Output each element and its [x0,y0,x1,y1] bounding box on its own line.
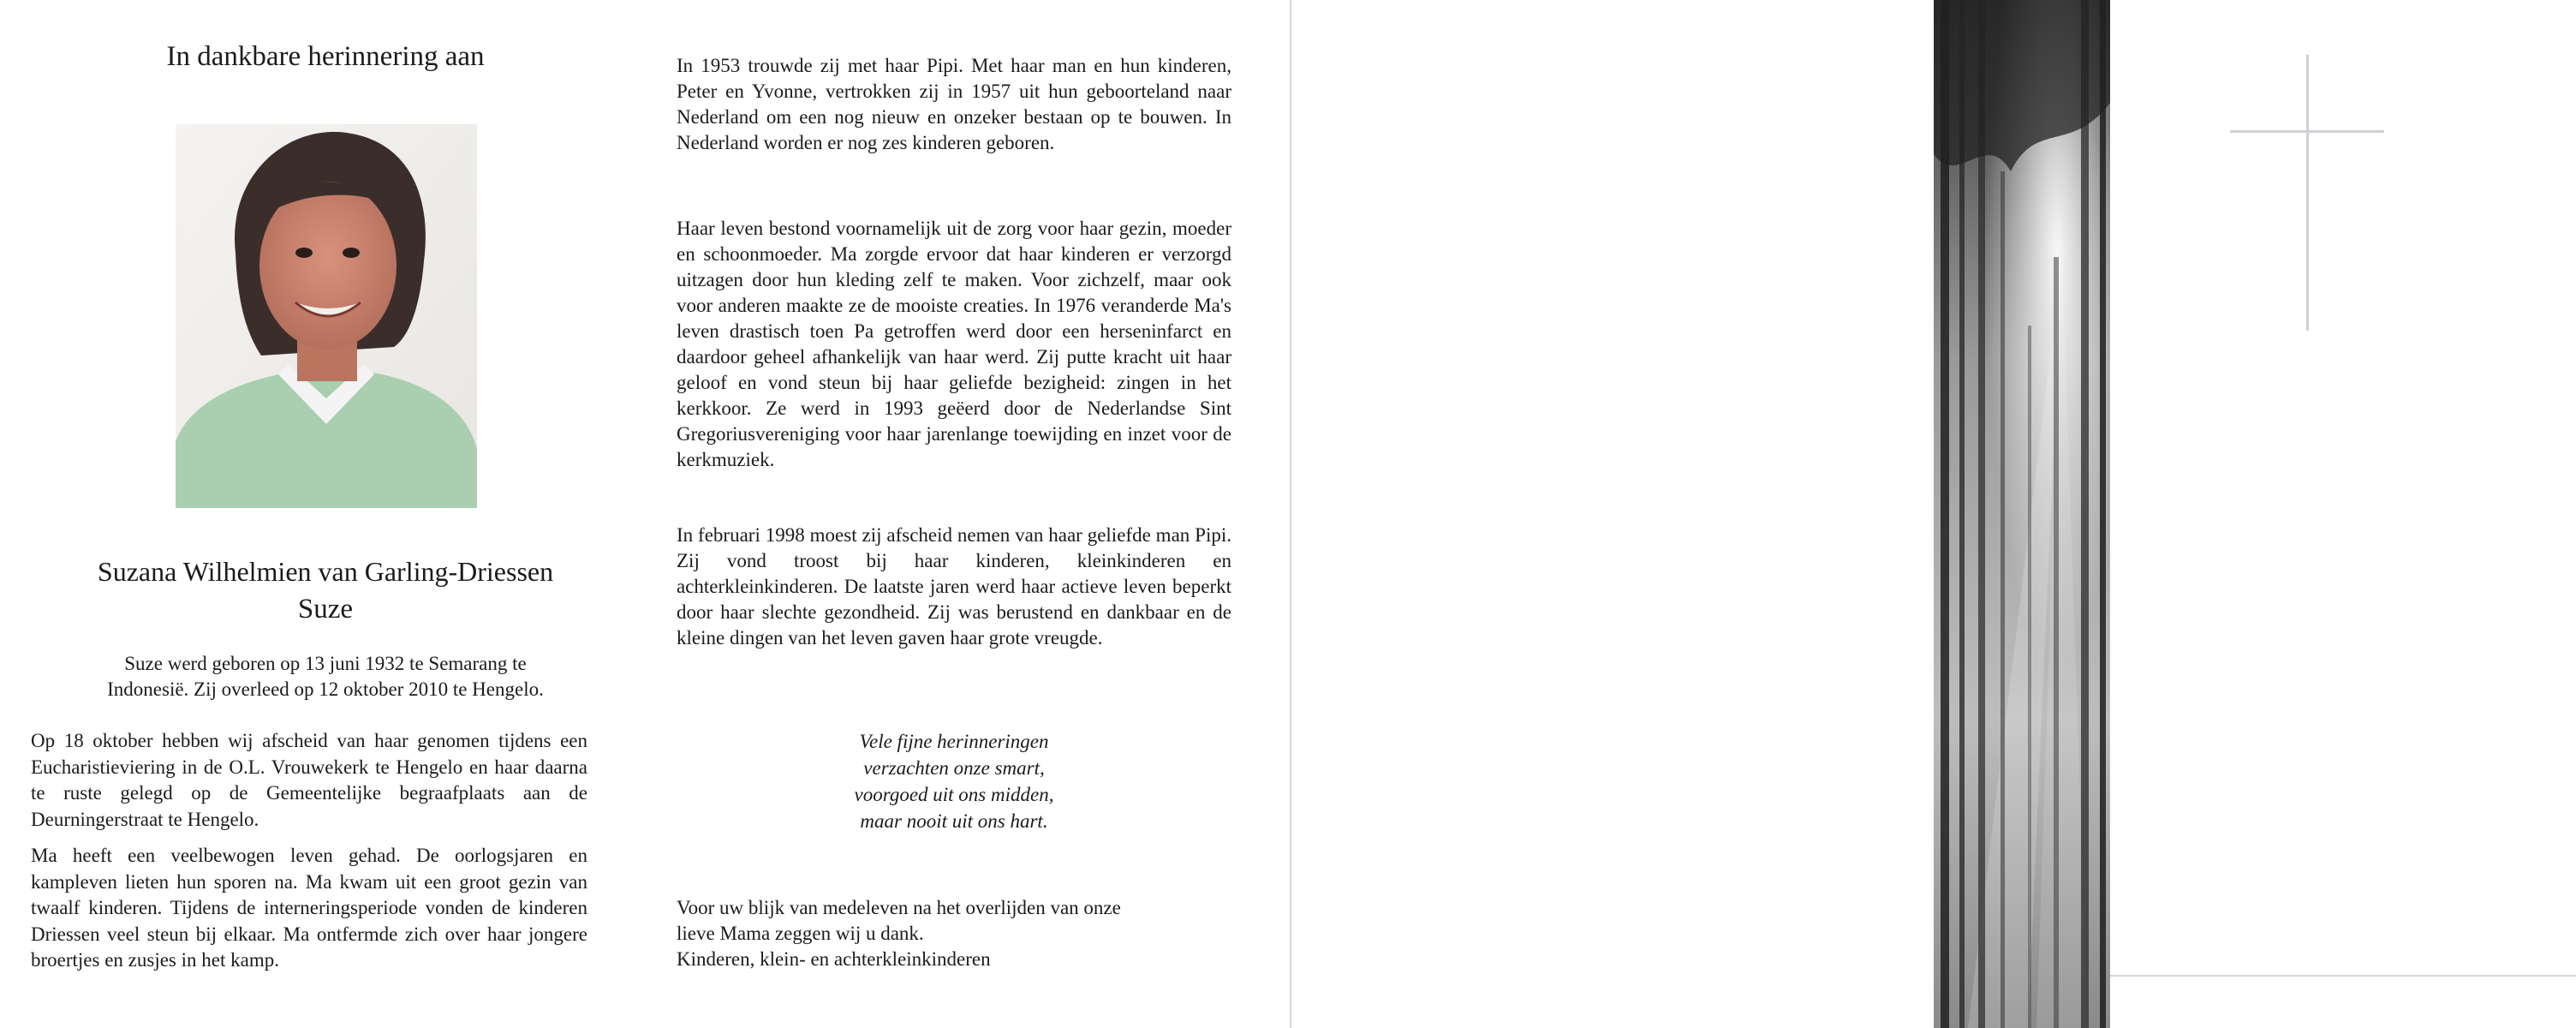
signature-line: Kinderen, klein- en achterkleinkinderen [677,948,991,970]
funeral-paragraph: Op 18 oktober hebben wij afscheid van haar genomen tijdens een Eucharistieviering in de O.L. Vrouwekerk te Hengelo en haar daarna te ruste gelegd op de Gemeentelijke begraafplaats aan de Deurningerstraat te Hengelo. [31,730,587,830]
thanks-note [677,895,1231,972]
cross-icon [2230,55,2384,331]
thanks-line: lieve Mama zeggen wij u dank. [677,923,924,944]
memorial-poem [677,728,1231,834]
cross-vertical-bar [2306,55,2309,331]
birth-line: Suze werd geboren op 13 juni 1932 te Semarang te [124,653,527,674]
portrait-photo [176,124,477,508]
marriage-paragraph: In 1953 trouwde zij met haar Pipi. Met haar man en hun kinderen, Peter en Yvonne, vertrokken zij in 1957 uit hun geboorteland naar Nederland om een nog nieuw en onzeker bestaan op te bouwen. In Nederland worden er nog zes kinderen geboren. [677,55,1231,153]
birth-death-statement [26,651,625,702]
thanks-line: Voor uw blijk van medeleven na het overlijden van onze [677,897,1121,918]
poem-line: maar nooit uit ons hart. [860,810,1048,832]
poem-line: voorgoed uit ons midden, [854,784,1054,805]
life-paragraph: Ma heeft een veelbewogen leven gehad. De oorlogsjaren en kampleven lieten hun sporen na. Ma kwam uit een groot gezin van twaalf kinderen. Tijdens de interneringsperiode vonden de kinderen Driessen veel steun bij elkaar. Ma ontfermde zich over haar jongere broertjes en zusjes in het kamp. [31,845,587,971]
back-cover-blank [1291,0,1934,1028]
forest-sunbeams-photo [1934,0,2110,1028]
memorial-heading: In dankbare herinnering aan [166,41,485,72]
death-line: Indonesië. Zij overleed op 12 oktober 2010 te Hengelo. [107,678,544,700]
deceased-name-block [0,553,651,628]
family-life-paragraph: Haar leven bestond voornamelijk uit de zorg voor haar gezin, moeder en schoonmoeder. Ma zorgde ervoor dat haar kinderen er verzorgd uitzagen door hun kleding zelf te maken. Voor zichzelf, maar ook voor anderen maakte ze de mooiste creaties. In 1976 veranderde Ma's leven drastisch toen Pa getroffen werd door een herseninfarct en daardoor geheel afhankelijk van haar werd. Zij putte kracht uit haar geloof en vond steun bij haar geliefde bezigheid: zingen in het kerkkoor. Ze werd in 1993 geëerd door de Nederlandse Sint Gregoriusvereniging voor haar jarenlange toewijding en inzet voor de kerkmuziek. [677,218,1231,470]
poem-line: verzachten onze smart, [863,757,1045,779]
cover-bottom-rule [2110,975,2576,977]
poem-line: Vele fijne herinneringen [859,731,1049,752]
deceased-full-name: Suzana Wilhelmien van Garling-Driessen [97,556,554,587]
later-years-paragraph: In februari 1998 moest zij afscheid nemen van haar geliefde man Pipi. Zij vond troost bij haar kinderen, kleinkinderen en achterkleinkinderen. De laatste jaren werd haar actieve leven beperkt door haar slechte gezondheid. Zij was berustend en dankbaar en de kleine dingen van het leven gaven haar grote vreugde. [677,524,1231,648]
cross-horizontal-bar [2230,130,2384,133]
deceased-nickname: Suze [297,594,354,625]
